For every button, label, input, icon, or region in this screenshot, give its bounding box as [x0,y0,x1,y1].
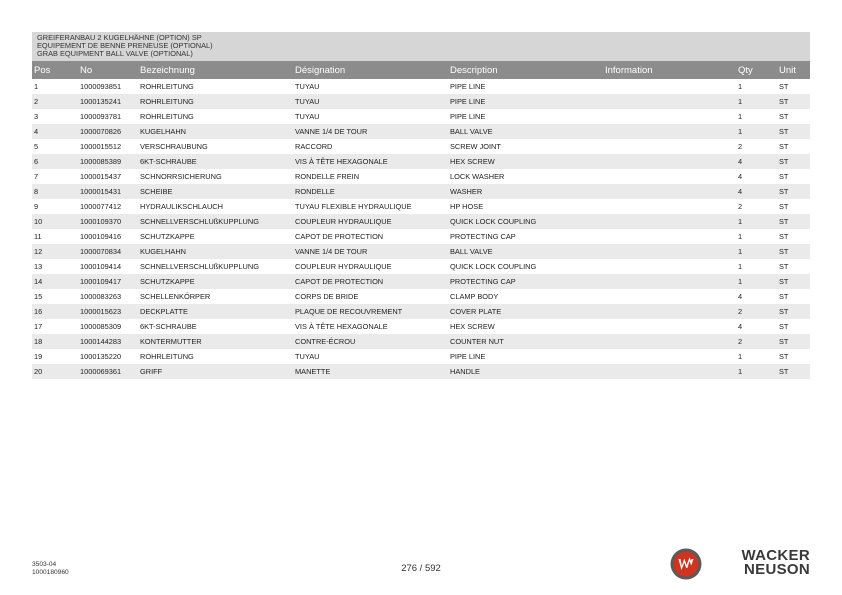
cell-designation: TUYAU [295,352,320,361]
cell-description: PROTECTING CAP [448,274,603,289]
cell-designation: TUYAU [295,82,320,91]
cell-qty: 1 [736,94,777,109]
table-row [32,244,810,259]
table-row [32,154,810,169]
cell-bezeichnung: SCHEIBE [138,184,293,199]
cell-description: PIPE LINE [450,82,486,91]
cell-unit: ST [777,304,810,319]
cell-bezeichnung: KUGELHAHN [138,244,293,259]
cell-information [603,229,736,244]
cell-unit: ST [779,232,789,241]
cell-description: BALL VALVE [448,244,603,259]
cell-no: 1000093781 [80,112,122,121]
cell-qty: 1 [736,274,777,289]
parts-table-body [32,79,810,379]
column-header-no: No [78,61,138,79]
cell-pos: 2 [32,94,78,109]
cell-bezeichnung: GRIFF [138,364,293,379]
cell-pos: 12 [32,244,78,259]
cell-no: 1000144283 [78,334,138,349]
column-header-qty: Qty [736,61,777,79]
cell-designation: VIS À TÊTE HEXAGONALE [295,322,388,331]
cell-no: 1000070834 [78,244,138,259]
cell-information [603,364,736,379]
table-row [32,319,810,334]
cell-designation: COUPLEUR HYDRAULIQUE [293,214,448,229]
cell-unit: ST [777,154,810,169]
cell-qty: 4 [736,184,777,199]
cell-pos: 20 [32,364,78,379]
cell-qty: 1 [736,364,777,379]
table-row [32,184,810,199]
cell-description: PIPE LINE [448,94,603,109]
cell-bezeichnung: VERSCHRAUBUNG [140,142,208,151]
brand-word-neuson: NEUSON [744,561,810,578]
table-row [32,139,810,154]
cell-unit: ST [779,262,789,271]
cell-qty: 1 [738,262,743,271]
cell-qty: 1 [738,112,743,121]
cell-bezeichnung: ROHRLEITUNG [140,112,194,121]
cell-pos: 6 [32,154,78,169]
cell-unit: ST [777,274,810,289]
cell-information [603,109,736,124]
cell-qty: 4 [738,172,743,181]
cell-pos: 5 [34,142,39,151]
cell-qty: 4 [738,322,743,331]
cell-designation: VANNE 1/4 DE TOUR [293,244,448,259]
cell-designation: PLAQUE DE RECOUVREMENT [293,304,448,319]
cell-no: 1000093851 [80,82,122,91]
cell-qty: 4 [738,292,743,301]
cell-no: 1000015623 [78,304,138,319]
table-row [32,274,810,289]
cell-unit: ST [779,142,789,151]
cell-designation: CAPOT DE PROTECTION [295,232,384,241]
cell-unit: ST [777,94,810,109]
cell-information [603,349,736,364]
cell-information [603,139,736,154]
table-row [32,259,810,274]
table-row [32,169,810,184]
cell-no: 1000109416 [80,232,122,241]
cell-information [603,259,736,274]
column-header-description: Description [448,61,603,79]
cell-unit: ST [779,202,789,211]
cell-information [603,334,736,349]
cell-information [603,214,736,229]
cell-no: 1000109370 [78,214,138,229]
cell-no: 1000109414 [80,262,122,271]
cell-bezeichnung: ROHRLEITUNG [138,94,293,109]
cell-information [603,124,736,139]
brand-wordmark [730,549,810,577]
cell-pos: 4 [32,124,78,139]
table-row [32,79,810,94]
column-header-pos: Pos [32,61,78,79]
cell-pos: 8 [32,184,78,199]
cell-designation: CONTRE-ÉCROU [293,334,448,349]
cell-qty: 2 [736,334,777,349]
cell-no: 1000015512 [80,142,122,151]
cell-qty: 1 [738,82,743,91]
cell-no: 1000070826 [78,124,138,139]
cell-designation: CORPS DE BRIDE [295,292,359,301]
cell-information [603,79,736,94]
cell-unit: ST [779,82,789,91]
cell-designation: VIS À TÊTE HEXAGONALE [293,154,448,169]
cell-bezeichnung: SCHUTZKAPPE [140,232,195,241]
cell-pos: 1 [34,82,39,91]
cell-pos: 18 [32,334,78,349]
cell-pos: 7 [34,172,39,181]
cell-information [603,304,736,319]
cell-information [603,154,736,169]
cell-information [603,274,736,289]
cell-bezeichnung: ROHRLEITUNG [140,352,194,361]
cell-unit: ST [777,334,810,349]
brand-word-wacker: WACKER [741,547,810,564]
cell-unit: ST [777,214,810,229]
cell-designation: RONDELLE [293,184,448,199]
table-row [32,199,810,214]
cell-description: HEX SCREW [448,154,603,169]
cell-information [603,94,736,109]
table-row [32,304,810,319]
cell-description: CLAMP BODY [450,292,499,301]
cell-description: COUNTER NUT [448,334,603,349]
cell-pos: 10 [32,214,78,229]
cell-bezeichnung: DECKPLATTE [138,304,293,319]
cell-description: BALL VALVE [448,124,603,139]
cell-description: HANDLE [448,364,603,379]
cell-designation: VANNE 1/4 DE TOUR [293,124,448,139]
cell-no: 1000135241 [78,94,138,109]
cell-no: 1000109417 [78,274,138,289]
cell-description: PIPE LINE [450,352,486,361]
wacker-neuson-w-logo-icon [670,548,702,580]
cell-pos: 13 [34,262,43,271]
cell-unit: ST [777,184,810,199]
cell-unit: ST [777,364,810,379]
cell-no: 1000077412 [80,202,122,211]
cell-qty: 2 [738,142,743,151]
title-line-en: GRAB EQUIPMENT BALL VALVE (OPTIONAL) [37,49,193,59]
cell-pos: 15 [34,292,43,301]
cell-no: 1000015437 [80,172,122,181]
cell-description: QUICK LOCK COUPLING [448,214,603,229]
cell-description: HEX SCREW [450,322,495,331]
cell-designation: MANETTE [293,364,448,379]
cell-pos: 17 [34,322,43,331]
cell-unit: ST [777,124,810,139]
cell-description: QUICK LOCK COUPLING [450,262,537,271]
cell-no: 1000015431 [78,184,138,199]
table-header-row [32,61,810,79]
cell-designation: TUYAU [295,112,320,121]
cell-bezeichnung: HYDRAULIKSCHLAUCH [140,202,223,211]
document-title-block [32,32,810,61]
cell-no: 1000069361 [78,364,138,379]
cell-unit: ST [779,322,789,331]
cell-information [603,169,736,184]
column-header-bezeichnung: Bezeichnung [138,61,293,79]
cell-description: HP HOSE [450,202,484,211]
cell-no: 1000135220 [80,352,122,361]
cell-unit: ST [779,292,789,301]
table-row [32,289,810,304]
cell-information [603,184,736,199]
cell-bezeichnung: SCHNORRSICHERUNG [140,172,222,181]
cell-qty: 1 [738,352,743,361]
cell-description: LOCK WASHER [450,172,505,181]
table-row [32,214,810,229]
cell-designation: RONDELLE FREIN [295,172,360,181]
cell-qty: 1 [738,232,743,241]
cell-description: PROTECTING CAP [450,232,516,241]
cell-qty: 2 [736,304,777,319]
title-line-fr: EQUIPEMENT DE BENNE PRENEUSE (OPTIONAL) [37,41,213,51]
cell-bezeichnung: SCHNELLVERSCHLUßKUPPLUNG [138,214,293,229]
cell-pos: 14 [32,274,78,289]
cell-no: 1000085389 [78,154,138,169]
table-row [32,229,810,244]
cell-unit: ST [779,112,789,121]
cell-bezeichnung: SCHUTZKAPPE [138,274,293,289]
cell-qty: 1 [736,244,777,259]
cell-information [603,319,736,334]
column-header-unit: Unit [777,61,810,79]
cell-qty: 2 [738,202,743,211]
cell-unit: ST [779,352,789,361]
cell-designation: COUPLEUR HYDRAULIQUE [295,262,392,271]
cell-pos: 9 [34,202,39,211]
table-row [32,364,810,379]
cell-description: WASHER [448,184,603,199]
cell-designation: TUYAU FLEXIBLE HYDRAULIQUE [295,202,412,211]
cell-bezeichnung: 6KT-SCHRAUBE [138,154,293,169]
cell-description: SCREW JOINT [450,142,501,151]
title-line-de: GREIFERANBAU 2 KUGELHÄHNE (OPTION) SP [37,33,202,42]
cell-designation: CAPOT DE PROTECTION [293,274,448,289]
cell-designation: RACCORD [295,142,333,151]
cell-no: 1000085309 [80,322,122,331]
cell-pos: 19 [34,352,43,361]
table-row [32,94,810,109]
cell-bezeichnung: ROHRLEITUNG [140,82,194,91]
cell-qty: 1 [736,124,777,139]
cell-information [603,289,736,304]
cell-bezeichnung: SCHELLENKÖRPER [140,292,211,301]
cell-unit: ST [777,244,810,259]
table-row [32,349,810,364]
document-code-line: 3503-04 [32,561,57,568]
cell-no: 1000083263 [80,292,122,301]
cell-bezeichnung: 6KT-SCHRAUBE [140,322,197,331]
cell-description: COVER PLATE [448,304,603,319]
parts-table [32,61,810,379]
cell-unit: ST [779,172,789,181]
column-header-information: Information [603,61,736,79]
cell-qty: 4 [736,154,777,169]
page-number: 276 / 592 [401,563,441,574]
cell-pos: 11 [34,232,42,241]
cell-bezeichnung: KUGELHAHN [138,124,293,139]
table-row [32,334,810,349]
cell-qty: 1 [736,214,777,229]
table-row [32,109,810,124]
cell-description: PIPE LINE [450,112,486,121]
table-row [32,124,810,139]
cell-pos: 16 [32,304,78,319]
cell-pos: 3 [34,112,39,121]
document-number-line: 1000180960 [32,568,69,576]
cell-bezeichnung: SCHNELLVERSCHLUßKUPPLUNG [140,262,259,271]
cell-bezeichnung: KONTERMUTTER [138,334,293,349]
cell-designation: TUYAU [293,94,448,109]
column-header-designation: Désignation [293,61,448,79]
cell-information [603,244,736,259]
cell-information [603,199,736,214]
